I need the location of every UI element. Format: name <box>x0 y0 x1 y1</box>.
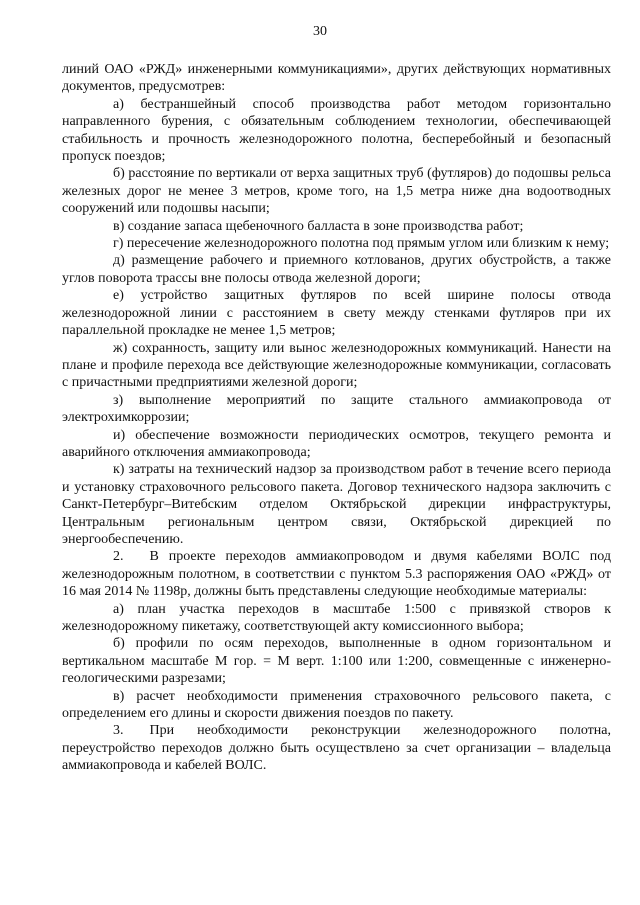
list-item-g: г) пересечение железнодорожного полотна под прямым углом или близким к нему; <box>113 236 610 252</box>
numbered-paragraph-3 <box>62 722 611 774</box>
list-item-a-2: а) план участка переходов в масштабе 1:500 с привязкой створов к железнодорожному пикетажу, соответствующей акту комиссионного выбора; <box>62 601 611 634</box>
paragraph-text: В проекте переходов аммиакопроводом и двумя кабелями ВОЛС под железнодорожным полотном, в соответствии с пунктом 5.3 распоряжения ОАО «РЖД» от 16 мая 2014 № 1198р, должны быть представлены следующие необходимые материалы: <box>62 549 611 600</box>
paragraph-number: 2. <box>113 549 124 565</box>
list-item-d: д) размещение рабочего и приемного котлованов, других обустройств, а также углов поворота трассы вне полосы отвода железной дороги; <box>62 253 611 286</box>
list-item-zh: ж) сохранность, защиту или вынос железнодорожных коммуникаций. Нанести на плане и профиле перехода все действующие железнодорожные коммуникации, согласовать с причастными предприятиями железной дороги; <box>62 340 611 391</box>
list-item-b: б) расстояние по вертикали от верха защитных труб (футляров) до подошвы рельса железных дорог не менее 3 метров, кроме того, на 1,5 метра ниже дна водоотводных сооружений или подошвы насыпи; <box>62 166 611 217</box>
list-item-k: к) затраты на технический надзор за производством работ в течение всего периода и установку страховочного рельсового пакета. Договор технического надзора заключить с Санкт-Петербург–Витебским отделом Октябрьской дирекции инфраструктуры, Центральным региональным центром связи, Октябрьской дирекцией по энергообеспечению. <box>62 462 611 547</box>
list-item-i: и) обеспечение возможности периодических осмотров, текущего ремонта и аварийного отключения аммиакопровода; <box>62 427 611 460</box>
list-item-v: в) создание запаса щебеночного балласта в зоне производства работ; <box>113 218 524 234</box>
numbered-paragraph-2 <box>62 548 611 600</box>
list-item-b-2: б) профили по осям переходов, выполненные в одном горизонтальном и вертикальном масштабе М гор. = М верт. 1:100 или 1:200, совмещенные с инженерно-геологическими разрезами; <box>62 636 611 687</box>
list-item-a: а) бестраншейный способ производства работ методом горизонтально направленного бурения, с обязательным соблюдением технологии, обеспечивающей стабильность и прочность железнодорожного полотна, бесперебойный и безопасный пропуск поездов; <box>62 96 611 165</box>
paragraph-text: При необходимости реконструкции железнодорожного полотна, переустройство переходов должно быть осуществлено за счет организации – владельца аммиакопровода и кабелей ВОЛС. <box>62 723 611 774</box>
paragraph-number: 3. <box>113 723 124 739</box>
list-item-e: е) устройство защитных футляров по всей ширине полосы отвода железнодорожной линии с расстоянием в свету между стенками футляров при их параллельной прокладке не менее 1,5 метров; <box>62 288 611 339</box>
document-body <box>62 61 611 775</box>
page-number: 30 <box>313 24 327 39</box>
list-item-z: з) выполнение мероприятий по защите стального аммиакопровода от электрохимкоррозии; <box>62 392 611 426</box>
list-item-v-2: в) расчет необходимости применения страховочного рельсового пакета, с определением его длины и скорости движения поездов по пакету. <box>62 688 611 722</box>
paragraph-continuation: линий ОАО «РЖД» инженерными коммуникациями», других действующих нормативных документов, предусмотрев: <box>62 62 611 95</box>
